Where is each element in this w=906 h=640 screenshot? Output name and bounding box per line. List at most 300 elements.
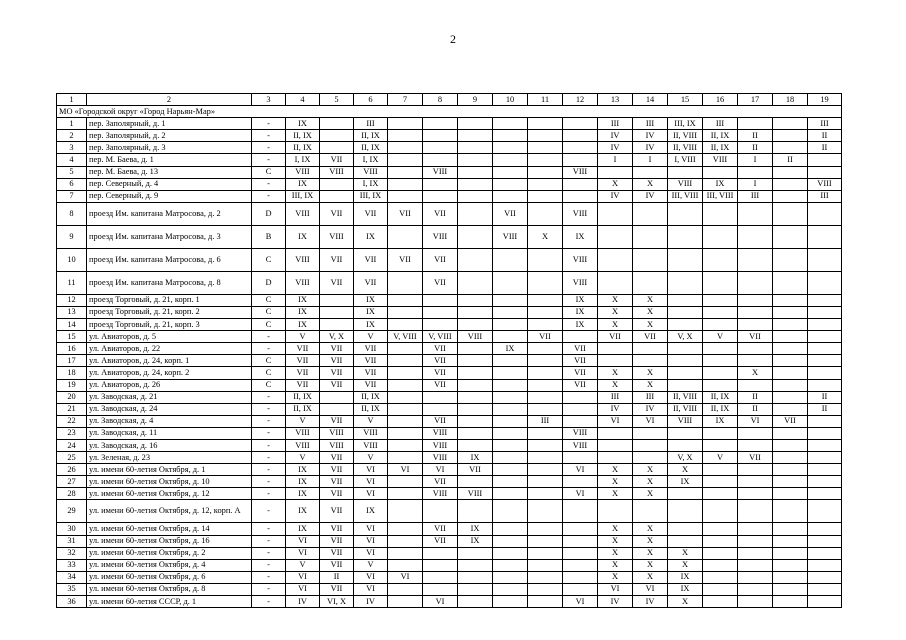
table-cell: VI [423,596,458,608]
table-cell [423,294,458,306]
table-cell [773,306,808,318]
table-cell [388,391,423,403]
table-cell: II, IX [286,391,320,403]
table-cell: IV [598,403,633,415]
table-cell: IX [703,178,738,190]
table-cell: III [633,118,668,130]
table-cell: - [252,596,286,608]
table-cell [388,547,423,559]
table-row [57,178,842,190]
address-cell: проезд Им. капитана Матросова, д. 3 [87,225,252,248]
table-cell: VI [598,415,633,427]
table-cell [773,427,808,439]
table-cell: VII [423,367,458,379]
table-cell: VII [320,202,354,225]
table-cell: VII [320,452,354,464]
table-cell [773,571,808,583]
table-cell: VII [423,202,458,225]
table-cell [738,166,773,178]
table-row [57,294,842,306]
table-cell [633,248,668,271]
table-cell: X [633,306,668,318]
table-cell: VI [423,464,458,476]
table-cell [773,403,808,415]
table-cell [703,547,738,559]
table-cell: VIII [423,427,458,439]
table-cell [738,427,773,439]
table-cell: VIII [703,154,738,166]
table-cell: X [633,547,668,559]
table-cell: V [286,559,320,571]
row-number: 15 [57,331,87,343]
table-cell [773,202,808,225]
row-number: 34 [57,571,87,583]
table-cell [563,331,598,343]
address-cell: проезд Торговый, д. 21, корп. 2 [87,306,252,318]
table-cell: II, IX [703,403,738,415]
table-cell [668,294,703,306]
table-row [57,343,842,355]
table-cell [773,331,808,343]
table-cell: VIII [286,248,320,271]
row-number: 20 [57,391,87,403]
table-cell [423,142,458,154]
table-cell: VII [320,271,354,294]
address-cell: ул. Авиаторов, д. 22 [87,343,252,355]
table-cell: VII [286,367,320,379]
table-cell [528,379,563,391]
table-cell [773,319,808,331]
table-cell: X [668,464,703,476]
address-cell: пер. Северный, д. 4 [87,178,252,190]
table-cell: IV [633,190,668,202]
table-cell: II, IX [354,142,388,154]
table-cell: X [598,294,633,306]
table-cell [458,294,493,306]
table-cell: C [252,306,286,318]
table-cell [773,596,808,608]
table-cell [528,306,563,318]
table-cell: X [738,367,773,379]
table-row [57,596,842,608]
table-cell: X [633,319,668,331]
table-cell [388,596,423,608]
table-cell: VII [354,248,388,271]
table-cell [703,439,738,451]
row-number: 2 [57,130,87,142]
table-cell: IV [286,596,320,608]
table-cell: VIII [286,439,320,451]
table-cell [493,547,528,559]
table-cell: X [598,178,633,190]
table-cell: II [808,142,842,154]
table-cell: VII [320,248,354,271]
table-cell [703,571,738,583]
table-cell: VI [354,488,388,500]
address-cell: ул. Авиаторов, д. 5 [87,331,252,343]
table-cell: VII [563,379,598,391]
table-cell [738,571,773,583]
table-cell: I [738,154,773,166]
table-cell [458,271,493,294]
table-cell [703,523,738,535]
row-number: 1 [57,118,87,130]
table-cell: VIII [354,427,388,439]
table-cell: VII [423,355,458,367]
table-cell [528,427,563,439]
table-cell [808,559,842,571]
table-row [57,500,842,523]
table-cell: IV [598,190,633,202]
table-cell: - [252,391,286,403]
table-cell: VII [286,343,320,355]
table-cell [633,166,668,178]
table-cell [598,202,633,225]
table-cell: VIII [286,271,320,294]
table-cell [458,178,493,190]
table-cell: VII [388,248,423,271]
table-cell: X [668,559,703,571]
table-cell [493,583,528,595]
table-cell: VII [423,535,458,547]
section-title: МО «Городской округ «Город Нарьян-Мар» [57,106,842,118]
table-row [57,306,842,318]
row-number: 9 [57,225,87,248]
table-cell: VIII [320,427,354,439]
address-cell: ул. Заводская, д. 16 [87,439,252,451]
table-cell: V, X [320,331,354,343]
table-cell [773,439,808,451]
table-cell [563,415,598,427]
table-cell [458,166,493,178]
table-cell [320,118,354,130]
table-cell [808,294,842,306]
table-cell: C [252,379,286,391]
header-cell: 3 [252,94,286,106]
table-cell [808,379,842,391]
table-cell: X [668,596,703,608]
table-cell: - [252,535,286,547]
header-cell: 6 [354,94,388,106]
table-cell [458,367,493,379]
table-cell: X [633,523,668,535]
table-cell: VII [286,355,320,367]
table-cell: VIII [563,271,598,294]
table-cell: - [252,452,286,464]
table-cell [458,596,493,608]
table-cell [528,355,563,367]
table-cell [423,559,458,571]
table-cell [773,535,808,547]
table-cell: IX [703,415,738,427]
table-cell [703,225,738,248]
table-cell [528,142,563,154]
table-cell [563,154,598,166]
table-cell: - [252,118,286,130]
table-cell: VII [320,559,354,571]
table-cell: VII [320,367,354,379]
table-cell: II [808,403,842,415]
table-cell: C [252,294,286,306]
table-cell [458,202,493,225]
table-cell [668,225,703,248]
address-cell: ул. Заводская, д. 21 [87,391,252,403]
table-cell: III [598,118,633,130]
address-cell: ул. Заводская, д. 11 [87,427,252,439]
table-cell [563,583,598,595]
table-cell: C [252,367,286,379]
table-cell: VII [320,500,354,523]
table-cell [773,391,808,403]
table-cell: VII [423,379,458,391]
table-cell [493,154,528,166]
table-cell [633,343,668,355]
table-cell: VI [563,596,598,608]
table-cell [703,583,738,595]
row-number: 3 [57,142,87,154]
table-cell: II [773,154,808,166]
table-cell: IX [668,583,703,595]
table-cell [458,118,493,130]
table-cell: VII [423,415,458,427]
header-cell: 13 [598,94,633,106]
row-number: 35 [57,583,87,595]
address-cell: ул. имени 60-летия Октября, д. 12 [87,488,252,500]
table-cell [703,488,738,500]
table-cell: VIII [423,488,458,500]
table-cell: III [738,190,773,202]
table-cell [423,154,458,166]
table-cell: IV [354,596,388,608]
table-cell [808,331,842,343]
table-cell [423,306,458,318]
table-cell [773,294,808,306]
table-cell: X [598,306,633,318]
address-cell: проезд Торговый, д. 21, корп. 3 [87,319,252,331]
header-cell: 1 [57,94,87,106]
table-cell: X [598,367,633,379]
table-cell: - [252,583,286,595]
table-cell [563,403,598,415]
table-cell [563,500,598,523]
table-cell [703,319,738,331]
table-cell [320,190,354,202]
table-cell [458,583,493,595]
table-cell [598,355,633,367]
table-cell [773,178,808,190]
table-cell [458,248,493,271]
table-cell [738,596,773,608]
table-cell [668,306,703,318]
table-row [57,391,842,403]
table-cell: VIII [286,166,320,178]
table-cell [528,488,563,500]
table-cell [528,178,563,190]
table-cell: VI [354,535,388,547]
table-cell [668,427,703,439]
header-cell: 7 [388,94,423,106]
table-cell: VII [528,331,563,343]
table-cell: VI [354,571,388,583]
table-cell: IX [286,500,320,523]
table-cell [738,248,773,271]
row-number: 16 [57,343,87,355]
table-cell [738,343,773,355]
table-cell: VI, X [320,596,354,608]
page-number: 2 [450,32,456,46]
table-cell [493,118,528,130]
table-cell [738,488,773,500]
table-cell [388,271,423,294]
table-cell [388,476,423,488]
address-cell: проезд Им. капитана Матросова, д. 6 [87,248,252,271]
table-cell [773,190,808,202]
table-row [57,488,842,500]
table-cell: IX [354,500,388,523]
table-cell: IX [286,488,320,500]
table-cell: V [703,331,738,343]
table-row [57,403,842,415]
table-cell: V, X [668,331,703,343]
table-cell [703,535,738,547]
table-cell: - [252,190,286,202]
table-row [57,271,842,294]
table-cell: II [738,403,773,415]
table-cell [703,306,738,318]
table-cell [808,488,842,500]
table-cell [388,190,423,202]
address-cell: ул. Авиаторов, д. 24, корп. 2 [87,367,252,379]
row-number: 25 [57,452,87,464]
table-cell [563,130,598,142]
table-cell: II, IX [286,142,320,154]
address-cell: проезд Торговый, д. 21, корп. 1 [87,294,252,306]
table-cell [388,306,423,318]
header-cell: 2 [87,94,252,106]
table-cell: VI [354,583,388,595]
table-cell: VIII [423,166,458,178]
table-cell: VIII [354,439,388,451]
table-cell [703,500,738,523]
table-cell: VII [320,488,354,500]
table-cell [493,319,528,331]
table-cell [458,559,493,571]
table-cell: IX [286,118,320,130]
header-cell: 11 [528,94,563,106]
table-cell: - [252,178,286,190]
table-cell [808,343,842,355]
table-cell: I [598,154,633,166]
table-cell: IX [286,294,320,306]
table-cell [493,415,528,427]
row-number: 8 [57,202,87,225]
table-cell: III, IX [668,118,703,130]
table-cell [528,130,563,142]
table-cell: - [252,415,286,427]
table-cell [423,178,458,190]
table-cell [528,166,563,178]
table-cell: II [320,571,354,583]
table-cell [668,248,703,271]
table-cell [668,202,703,225]
table-cell [388,130,423,142]
table-cell [320,403,354,415]
table-cell [423,130,458,142]
table-cell: VI [633,415,668,427]
table-cell [703,202,738,225]
table-row [57,476,842,488]
table-cell [493,331,528,343]
table-cell [493,452,528,464]
table-cell: V [286,331,320,343]
table-row [57,355,842,367]
table-cell: IX [458,523,493,535]
table-cell [493,476,528,488]
table-cell [493,391,528,403]
table-cell [528,248,563,271]
table-cell [738,355,773,367]
table-cell: III, IX [354,190,388,202]
table-cell: VI [286,583,320,595]
table-cell: IX [354,319,388,331]
table-cell: II [738,142,773,154]
table-cell [668,439,703,451]
table-cell: V [354,559,388,571]
table-cell [493,306,528,318]
table-cell: X [633,464,668,476]
table-cell: III, VIII [668,190,703,202]
table-cell: II, IX [286,403,320,415]
table-cell [458,379,493,391]
table-cell: X [633,379,668,391]
table-cell: II [738,130,773,142]
table-cell [493,355,528,367]
table-cell [773,166,808,178]
table-cell: IX [354,294,388,306]
table-cell [633,452,668,464]
table-cell [458,130,493,142]
table-cell: VII [320,464,354,476]
row-number: 33 [57,559,87,571]
table-cell [773,379,808,391]
table-cell: III [808,118,842,130]
table-cell [458,319,493,331]
table-cell: X [598,464,633,476]
table-cell [808,523,842,535]
table-cell [388,118,423,130]
table-cell: VII [423,476,458,488]
table-cell [598,500,633,523]
row-number: 28 [57,488,87,500]
table-cell: IX [458,452,493,464]
table-row [57,379,842,391]
table-cell: VIII [286,202,320,225]
table-cell [738,523,773,535]
table-row [57,248,842,271]
table-cell [320,178,354,190]
table-cell: III [528,415,563,427]
table-cell [808,355,842,367]
table-cell [598,343,633,355]
table-cell: X [633,178,668,190]
table-cell: II, VIII [668,130,703,142]
table-cell: VII [286,379,320,391]
table-cell [423,571,458,583]
table-cell: VII [354,367,388,379]
table-cell [423,118,458,130]
table-cell [388,166,423,178]
table-cell [528,559,563,571]
